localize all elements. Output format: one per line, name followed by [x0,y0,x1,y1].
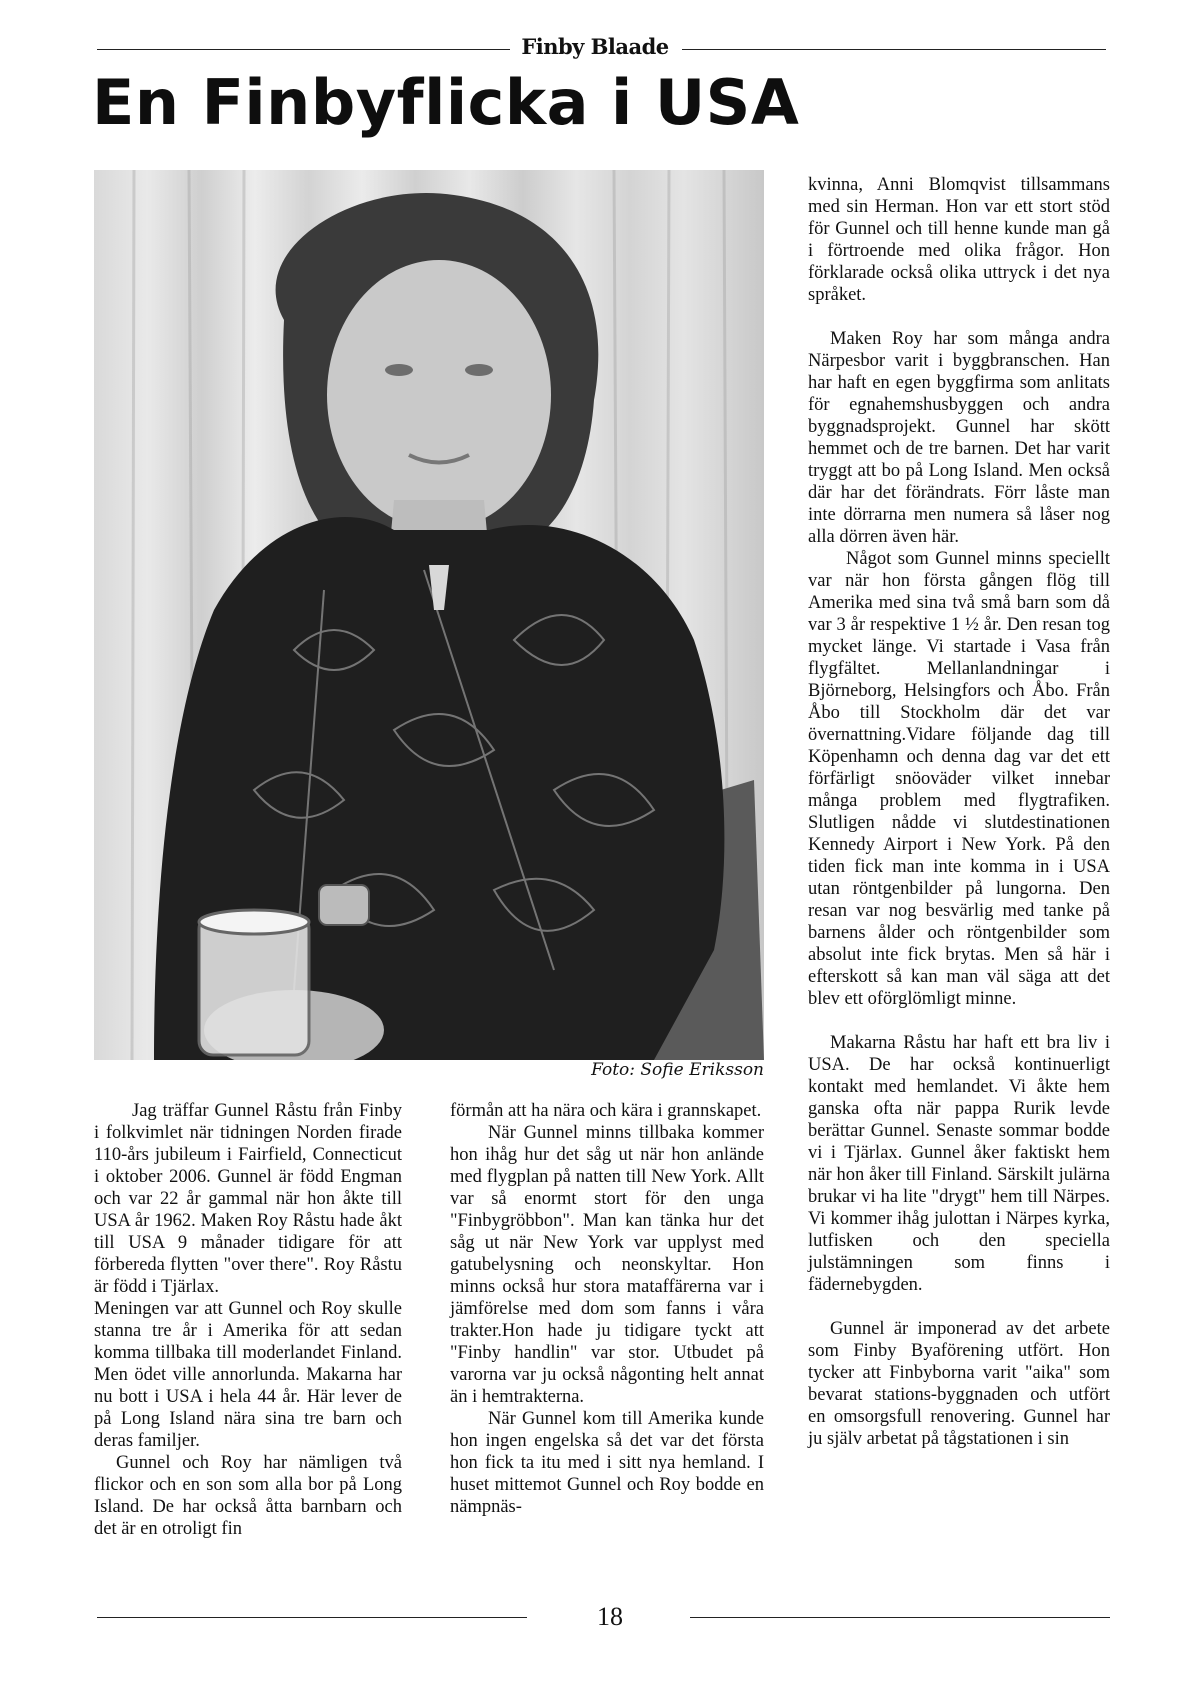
article-column-1 [94,1100,402,1540]
portrait-photo [94,170,764,1060]
footer-rule-right [690,1617,1110,1618]
masthead-rule-left [97,49,510,50]
paragraph: Maken Roy har som många andra Närpesbor varit i byggbranschen. Han har haft en egen byggfirma som anlitats för egnahemshusbyggen och andra byggnadsprojekt. Gunnel har skött hemmet och de tre barnen. Det har varit tryggt att bo på Long Island. Men också där har det förändrats. Förr låste man inte dörrarna men numera så låser nog alla dörren även här. [808,329,1110,547]
masthead: Finby Blaade [521,34,669,59]
article-column-2 [450,1100,764,1518]
paragraph: När Gunnel kom till Amerika kunde hon ingen engelska så det var det första hon fick ta itu med i sitt nya hemland. I huset mittemot Gunnel och Roy bodde en nämpnäs- [450,1409,764,1517]
masthead-rule-right [682,49,1106,50]
paragraph: förmån att ha nära och kära i grannskapet. [450,1101,762,1121]
paragraph: Makarna Råstu har haft ett bra liv i USA. De har också kontinuerligt kontakt med hemlandet. Vi åkte hem ganska ofta när pappa Rurik levde berättar Gunnel. Senaste sommar bodde vi i Tjärlax. Gunnel åker faktiskt hem när hon åker till Finland. Särskilt julärna brukar vi ha lite "drygt" hem till Närpes. Vi kommer ihåg julottan i Närpes kyrka, lutfisken och den speciella julstämningen som finns i fädernebygden. [808,1033,1110,1295]
page-number: 18 [597,1602,623,1631]
portrait-illustration [94,170,764,1060]
paragraph: Gunnel och Roy har nämligen två flickor och en son som alla bor på Long Island. De har också åtta barnbarn och det är en otroligt fin [94,1453,402,1539]
paragraph: När Gunnel minns tillbaka kommer hon ihåg hur det såg ut när hon anlände med flygplan på natten till New York. Allt var så enormt stort för den unga "Finbygröbbon". Man kan tänka hur det såg ut när New York var upplyst med gatubelysning och neonskyltar. Hon minns också hur stora mataffärerna var i jämförelse med dom som fanns i våra trakter.Hon hade ju tidigare tyckt att "Finby handlin" var stor. Utbudet på varorna var ju också någonting helt annat än i hemtrakterna. [450,1123,764,1407]
paragraph: Meningen var att Gunnel och Roy skulle stanna tre år i Amerika för att sedan komma tillbaka till moderlandet Finland. Men ödet ville annorlunda. Makarna har nu bott i USA i hela 44 år. Här lever de på Long Island nära sina tre barn och deras familjer. [94,1299,402,1451]
footer-rule-left [97,1617,527,1618]
paragraph: Gunnel är imponerad av det arbete som Finby Byaförening utfört. Hon tycker att Finbyborna varit "aika" som bevarat stations-byggnaden och utfört en omsorgsfull renovering. Gunnel har ju själv arbetat på tågstationen i sin [808,1319,1110,1449]
paragraph: kvinna, Anni Blomqvist tillsammans med sin Herman. Hon var ett stort stöd för Gunnel och till henne kunde man gå i förtroende med olika frågor. Hon förklarade också olika uttryck i det nya språket. [808,175,1110,305]
paragraph: Jag träffar Gunnel Råstu från Finby i folkvimlet när tidningen Norden firade 110-års jubileum i Fairfield, Connecticut i oktober 2006. Gunnel är född Engman och var 22 år gammal när hon åkte till USA år 1962. Maken Roy Råstu hade åkt till USA 9 månader tidigare för att förbereda flytten "over there". Roy Råstu är född i Tjärlax. [94,1101,402,1297]
photo-caption: Foto: Sofie Eriksson [591,1060,764,1080]
paragraph: Något som Gunnel minns speciellt var när hon första gången flög till Amerika med sina två små barn som då var 3 år respektive 1 ½ år. Den resan tog mycket länge. Vi startade i Vasa från flygfältet. Mellanlandningar i Björneborg, Helsingfors och Åbo. Från Åbo till Stockholm där det var övernattning.Vidare följande dag till Köpenhamn och denna dag var det ett förfärligt snöoväder vilket innebar många problem med flygtrafiken. Slutligen nådde vi slutdestinationen Kennedy Airport i New York. På den tiden fick man inte komma in i USA utan röntgenbilder på lungorna. Den resan var nog besvärlig med tanke på barnens ålder och röntgenbilder som absolut inte fick brytas. Men så här i efterskott så kan man väl säga att det blev ett oförglömligt minne. [808,549,1110,1009]
article-column-3 [808,174,1110,1450]
article-title: En Finbyflicka i USA [92,66,800,139]
